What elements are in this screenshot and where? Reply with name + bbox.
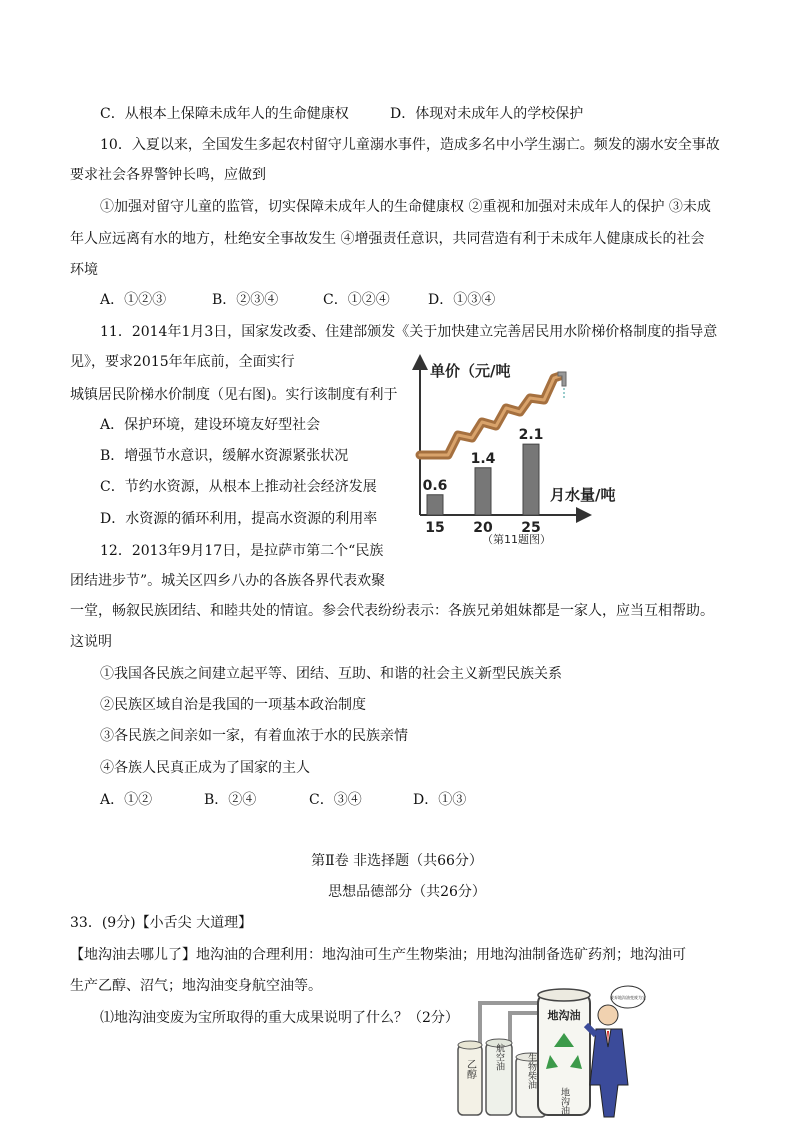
water-price-chart (410, 350, 616, 550)
speech-text: 废弃地沟油变废为宝 (610, 995, 646, 1000)
bar-25 (523, 444, 539, 515)
q12-item-1: ①我国各民族之间建立起平等、团结、互助、和谐的社会主义新型民族关系 (100, 666, 562, 682)
speech-bubble (610, 986, 646, 1008)
q11-stem-line3: 城镇居民阶梯水价制度（见右图)。实行该制度有利于 (70, 387, 398, 403)
ethanol-can (458, 1041, 482, 1115)
q10-stem-line2: 要求社会各界警钟长鸣，应做到 (70, 167, 266, 183)
q33-para-line1: 【地沟油去哪儿了】地沟油的合理利用：地沟油可生产生物柴油；用地沟油制备选矿药剂；地沟油可 (70, 947, 686, 963)
q10-items-line3: 环境 (70, 262, 98, 278)
q10-options (100, 290, 500, 310)
q9-option-c: C．从根本上保障未成年人的生命健康权 (100, 106, 349, 122)
tank-bottom-label: 地沟油 (559, 1087, 569, 1115)
aviation-oil-can (486, 1039, 512, 1115)
q33-header: 33．(9分)【小舌尖 大道理】 (70, 915, 253, 931)
q12-option-b: B．②④ (204, 792, 257, 808)
q12-stem-line2: 团结进步节”。城关区四乡八办的各族各界代表欢聚 (70, 573, 386, 589)
q10-items-line1: ①加强对留守儿童的监管，切实保障未成年人的生命健康权 ②重视和加强对未成年人的保护 ③未成 (100, 199, 711, 215)
q11-stem-line2: 见》，要求2015年年底前，全面实行 (70, 354, 295, 370)
q10-option-d: D．①③④ (428, 292, 496, 308)
bar-value-label: 2.1 (518, 427, 544, 444)
q33-para-line2: 生产乙醇、沼气；地沟油变身航空油等。 (70, 978, 322, 994)
q12-item-4: ④各族人民真正成为了国家的主人 (100, 760, 310, 776)
x-tick-label: 25 (521, 520, 541, 536)
section-title: 第Ⅱ卷 非选择题（共66分） (311, 853, 483, 869)
q12-option-d: D．①③ (413, 792, 467, 808)
q11-option-d: D．水资源的循环利用，提高水资源的利用率 (100, 511, 378, 527)
x-tick-label: 20 (473, 520, 493, 536)
gutter-oil-cartoon (450, 985, 645, 1120)
q10-option-c: C．①②④ (323, 292, 390, 308)
q33-sub1: ⑴地沟油变废为宝所取得的重大成果说明了什么？（2分） (100, 1010, 459, 1026)
x-tick-label: 15 (425, 520, 445, 536)
ethanol-label: 乙醇 (464, 1059, 476, 1079)
rising-pipe-graphic (420, 376, 560, 455)
tank-label: 地沟油 (547, 1009, 581, 1022)
q10-option-b: B．②③④ (212, 292, 279, 308)
aviation-oil-label: 航空油 (494, 1043, 504, 1071)
q12-item-2: ②民族区域自治是我国的一项基本政治制度 (100, 697, 366, 713)
bar-value-label: 1.4 (470, 450, 496, 467)
q12-stem-line3: 一堂，畅叙民族团结、和睦共处的情谊。参会代表纷纷表示：各族兄弟姐妹都是一家人，应当互相帮助。 (70, 603, 714, 619)
bar-value-label: 0.6 (422, 477, 448, 494)
q10-items-line2: 年人应远离有水的地方，杜绝安全事故发生 ④增强责任意识，共同营造有利于未成年人健康成长的社会 (70, 231, 705, 247)
biodiesel-label: 生物柴油 (526, 1053, 536, 1089)
businessman-figure (586, 1005, 628, 1117)
bar-15 (427, 495, 443, 515)
q12-stem-line1: 12．2013年9月17日，是拉萨市第二个“民族 (100, 543, 384, 559)
gutter-oil-tank (538, 989, 590, 1115)
q12-options (100, 790, 500, 810)
chart-caption: （第11题图） (482, 533, 551, 546)
q11-option-b: B．增强节水意识，缓解水资源紧张状况 (100, 448, 349, 464)
q11-stem-line1: 11．2014年1月3日，国家发改委、住建部颁发《关于加快建立完善居民用水阶梯价格制度的指导意 (100, 324, 718, 340)
q12-option-a: A．①② (100, 792, 153, 808)
q12-option-c: C．③④ (309, 792, 362, 808)
q10-stem-line1: 10．入夏以来，全国发生多起农村留守儿童溺水事件，造成多名中小学生溺亡。频发的溺水安全事故 (100, 137, 720, 153)
q10-option-a: A．①②③ (100, 292, 167, 308)
bar-20 (475, 468, 491, 515)
q12-stem-line4: 这说明 (70, 634, 112, 650)
q12-item-3: ③各民族之间亲如一家，有着血浓于水的民族亲情 (100, 728, 408, 744)
y-axis-label: 单价（元/吨 (430, 362, 511, 380)
x-axis-label: 月水量/吨 (550, 486, 616, 504)
q11-option-c: C．节约水资源，从根本上推动社会经济发展 (100, 479, 377, 495)
q11-option-a: A．保护环境，建设环境友好型社会 (100, 417, 321, 433)
q9-option-d: D．体现对未成年人的学校保护 (390, 106, 584, 122)
section-subtitle: 思想品德部分（共26分） (328, 884, 486, 900)
